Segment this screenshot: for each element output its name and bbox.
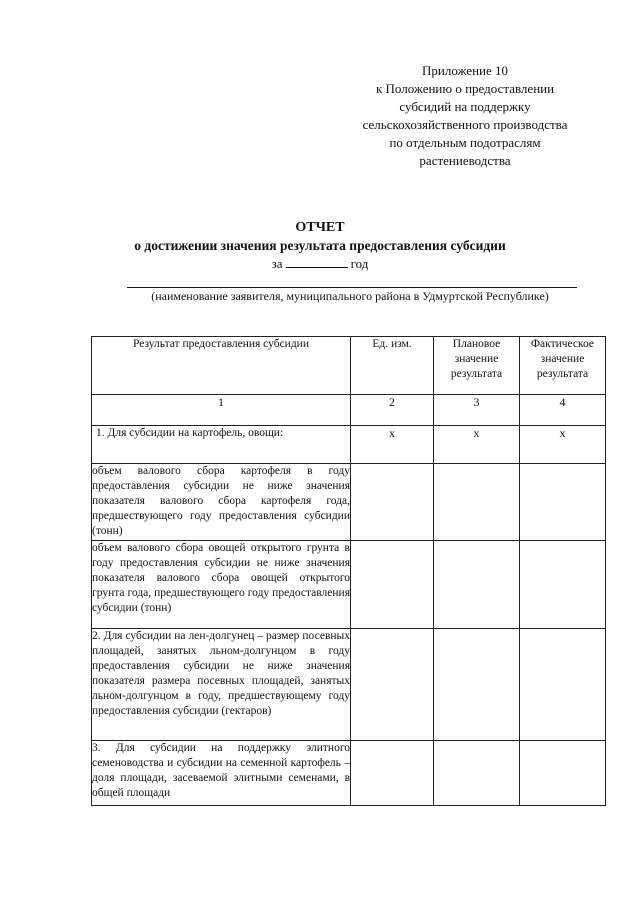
appendix-line: сельскохозяйственного производства [362, 117, 568, 132]
planned-value-cell[interactable] [434, 464, 520, 541]
unit-cell[interactable] [351, 541, 434, 629]
actual-value-cell[interactable] [520, 541, 606, 629]
appendix-line: Приложение 10 [421, 63, 509, 78]
actual-value-cell[interactable] [520, 741, 606, 806]
column-number: 2 [351, 395, 434, 426]
column-number: 3 [434, 395, 520, 426]
header-actual: Фактическое значение результата [520, 337, 606, 395]
report-subtitle: о достижении значения результата предоставления субсидии [134, 238, 506, 253]
column-number: 4 [520, 395, 606, 426]
year-blank-field[interactable] [286, 255, 348, 268]
appendix-reference [330, 62, 600, 170]
applicant-caption: (наименование заявителя, муниципального района в Удмуртской Республике) [151, 289, 549, 303]
section-label: 1. Для субсидии на картофель, овощи: [92, 426, 351, 464]
not-applicable-mark: х [520, 426, 606, 464]
appendix-line: субсидий на поддержку [399, 99, 531, 114]
appendix-line: по отдельным подотраслям [389, 135, 541, 150]
not-applicable-mark: х [351, 426, 434, 464]
result-description: объем валового сбора картофеля в году предоставления субсидии не ниже значения показателя валового сбора картофеля года, предшествующего году предоставления субсидии (тонн) [92, 464, 351, 541]
table-row [92, 426, 606, 464]
unit-cell[interactable] [351, 629, 434, 741]
table-row [92, 629, 606, 741]
table-row [92, 464, 606, 541]
result-description: объем валового сбора овощей открытого грунта в году предоставления субсидии не ниже значения показателя валового сбора овощей открытого грунта года, предшествующего году предоставления субсидии (тонн) [92, 541, 351, 629]
planned-value-cell[interactable] [434, 629, 520, 741]
applicant-name-blank-line[interactable] [127, 287, 577, 288]
table-row [92, 541, 606, 629]
table-row [92, 741, 606, 806]
report-title: ОТЧЕТ [295, 220, 345, 235]
not-applicable-mark: х [434, 426, 520, 464]
report-table [91, 336, 606, 806]
report-title-block [60, 219, 580, 273]
year-suffix: год [350, 256, 369, 271]
report-year-line [60, 255, 580, 273]
appendix-line: к Положению о предоставлении [375, 81, 555, 96]
column-number: 1 [92, 395, 351, 426]
appendix-line: растениеводства [419, 153, 511, 168]
table-header-row [92, 337, 606, 395]
header-planned: Плановое значение результата [434, 337, 520, 395]
planned-value-cell[interactable] [434, 741, 520, 806]
column-number-row [92, 395, 606, 426]
unit-cell[interactable] [351, 464, 434, 541]
actual-value-cell[interactable] [520, 629, 606, 741]
actual-value-cell[interactable] [520, 464, 606, 541]
unit-cell[interactable] [351, 741, 434, 806]
header-result: Результат предоставления субсидии [92, 337, 351, 395]
result-description: 3. Для субсидии на поддержку элитного семеноводства и субсидии на семенной картофель – доля площади, засеваемой элитными семенами, в общей площади [92, 741, 351, 806]
header-unit: Ед. изм. [351, 337, 434, 395]
planned-value-cell[interactable] [434, 541, 520, 629]
result-description: 2. Для субсидии на лен-долгунец – размер посевных площадей, занятых льном-долгунцом в году предоставления субсидии не ниже значения показателя размера посевных площадей, занятых льном-долгунцом в году, предшествующему году предоставления субсидии (гектаров) [92, 629, 351, 741]
year-prefix: за [271, 256, 283, 271]
